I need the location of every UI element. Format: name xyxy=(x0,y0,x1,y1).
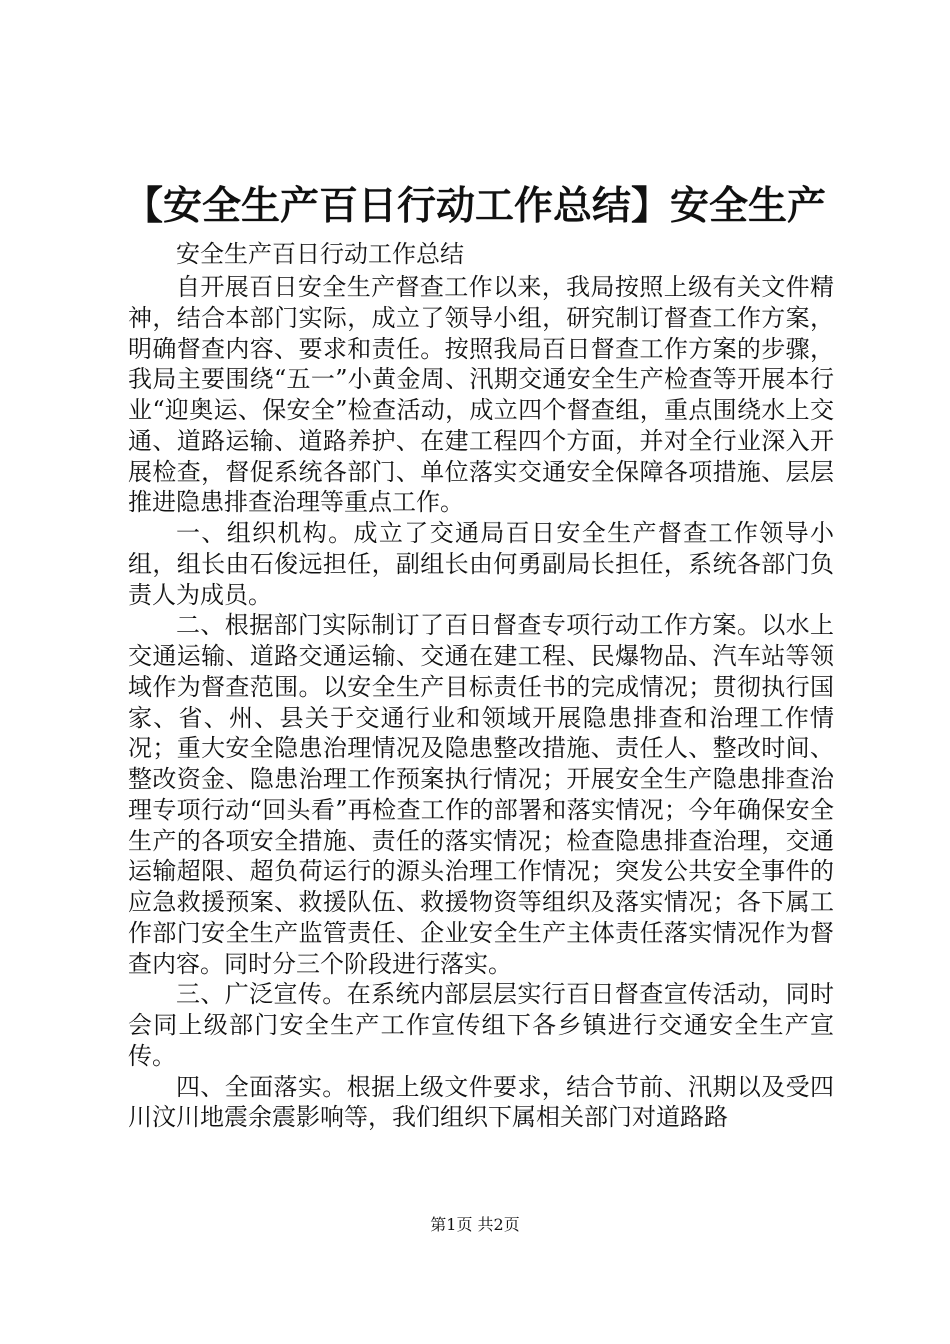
paragraph-organization: 一、组织机构。成立了交通局百日安全生产督查工作领导小组，组长由石俊远担任，副组长由何勇副局长担任，系统各部门负责人为成员。 xyxy=(128,519,834,609)
paragraph-intro: 自开展百日安全生产督查工作以来，我局按照上级有关文件精神，结合本部门实际，成立了领导小组，研究制订督查工作方案，明确督查内容、要求和责任。按照我局百日督查工作方案的步骤，我局主要围绕“五一”小黄金周、汛期交通安全生产检查等开展本行业“迎奥运、保安全”检查活动，成立四个督查组，重点围绕水上交通、道路运输、道路养护、在建工程四个方面，并对全行业深入开展检查，督促系统各部门、单位落实交通安全保障各项措施、层层推进隐患排查治理等重点工作。 xyxy=(128,273,834,517)
paragraph-plan: 二、根据部门实际制订了百日督查专项行动工作方案。以水上交通运输、道路交通运输、交通在建工程、民爆物品、汽车站等领域作为督查范围。以安全生产目标责任书的完成情况；贯彻执行国家、省、州、县关于交通行业和领域开展隐患排查和治理工作情况；重大安全隐患治理情况及隐患整改措施、责任人、整改时间、整改资金、隐患治理工作预案执行情况；开展安全生产隐患排查治理专项行动“回头看”再检查工作的部署和落实情况；今年确保安全生产的各项安全措施、责任的落实情况；检查隐患排查治理，交通运输超限、超负荷运行的源头治理工作情况；突发公共安全事件的应急救援预案、救援队伍、救援物资等组织及落实情况；各下属工作部门安全生产监管责任、企业安全生产主体责任落实情况作为督查内容。同时分三个阶段进行落实。 xyxy=(128,611,834,978)
page-footer: 第1页 共2页 xyxy=(430,1215,520,1234)
document-subtitle: 安全生产百日行动工作总结 xyxy=(176,240,464,268)
document-title: 【安全生产百日行动工作总结】安全生产 xyxy=(123,183,826,229)
paragraph-implementation: 四、全面落实。根据上级文件要求，结合节前、汛期以及受四川汶川地震余震影响等，我们组织下属相关部门对道路路 xyxy=(128,1072,834,1132)
paragraph-publicity: 三、广泛宣传。在系统内部层层实行百日督查宣传活动，同时会同上级部门安全生产工作宣传组下各乡镇进行交通安全生产宣传。 xyxy=(128,980,834,1070)
document-body xyxy=(128,272,834,1133)
